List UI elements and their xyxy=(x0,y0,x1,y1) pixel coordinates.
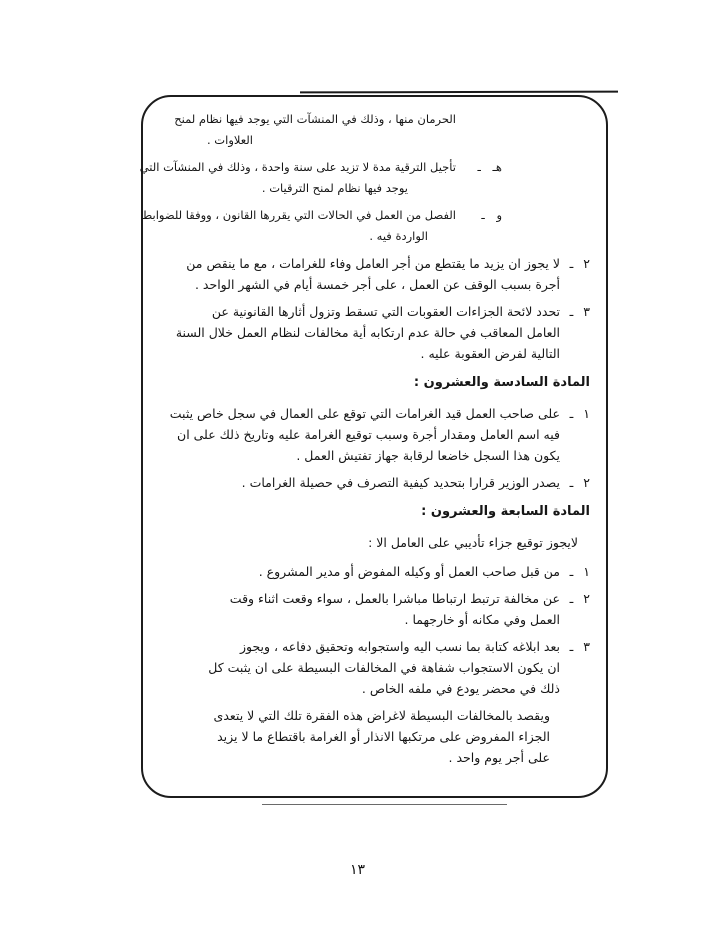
article-26-heading: المادة السادسة والعشرون : xyxy=(413,375,590,390)
list-item-waw xyxy=(141,205,590,247)
list-item-3 xyxy=(161,301,590,364)
item-line: ان يكون الاستجواب شفاهة في المخالفات البسيطة على ان يثبت كل xyxy=(208,660,560,675)
item-marker: ٢ ـ xyxy=(569,475,590,490)
item-line: التالية لفرض العقوبة عليه . xyxy=(420,346,560,361)
document-body xyxy=(139,97,606,796)
top-scan-artifact-line xyxy=(300,91,618,94)
item-line: الواردة فيه . xyxy=(369,229,428,243)
item-marker: ٢ ـ xyxy=(569,591,590,606)
item-marker: و ـ xyxy=(481,208,502,222)
article-27-item-2 xyxy=(161,588,590,630)
item-marker: ٣ ـ xyxy=(569,639,590,654)
item-line: يصدر الوزير قرارا بتحديد كيفية التصرف في حصيلة الغرامات . xyxy=(241,475,560,490)
article-26-item-1 xyxy=(161,403,590,466)
article-27-heading: المادة السابعة والعشرون : xyxy=(421,504,590,519)
item-line: بعد ابلاغه كتابة بما نسب اليه واستجوابه وتحقيق دفاعه ، ويجوز xyxy=(239,639,560,654)
item-marker: ٣ ـ xyxy=(569,304,590,319)
item-line: لا يجوز ان يزيد ما يقتطع من أجر العامل وفاء للغرامات ، مع ما ينقص من xyxy=(186,256,560,271)
article-27-item-3 xyxy=(161,636,590,699)
item-marker: ١ ـ xyxy=(569,564,590,579)
item-line: يكون هذا السجل خاضعا لرقابة جهاز تفتيش العمل . xyxy=(296,448,560,463)
item-line: تحدد لائحة الجزاءات العقوبات التي تسقط وتزول أثارها القانونية عن xyxy=(211,304,560,319)
item-marker: هـ ـ xyxy=(477,160,502,174)
continuation-paragraph xyxy=(161,109,590,151)
page-number: ١٣ xyxy=(349,862,366,878)
paragraph-line: ويقصد بالمخالفات البسيطة لاغراض هذه الفقرة تلك التي لا يتعدى xyxy=(213,708,550,723)
list-item-ha xyxy=(139,157,590,199)
item-marker: ٢ ـ xyxy=(569,256,590,271)
article-27-item-1 xyxy=(161,561,590,582)
item-line: يوجد فيها نظام لمنح الترقيات . xyxy=(261,181,408,195)
paragraph-line: الجزاء المفروض على مرتكبها الانذار أو الغرامة باقتطاع ما لا يزيد xyxy=(217,729,550,744)
item-line: من قبل صاحب العمل أو وكيله المفوض أو مدير المشروع . xyxy=(258,564,560,579)
item-line: فيه اسم العامل ومقدار أجرة وسبب توقيع الغرامة عليه وتاريخ ذلك على ان xyxy=(177,427,560,442)
item-line: ذلك في محضر يودع في ملفه الخاص . xyxy=(361,681,560,696)
item-line: الفصل من العمل في الحالات التي يقررها القانون ، ووفقا للضوابط xyxy=(141,208,456,222)
item-line: أجرة بسبب الوقف عن العمل ، على أجر خمسة أيام في الشهر الواحد . xyxy=(194,277,560,292)
item-line: عن مخالفة ترتبط ارتباطا مباشرا بالعمل ، سواء وقعت اثناء وقت xyxy=(229,591,560,606)
paragraph-line: العلاوات . xyxy=(207,133,253,147)
paragraph-line: الحرمان منها ، وذلك في المنشآت التي يوجد فيها نظام لمنح xyxy=(174,112,456,126)
item-line: العامل المعاقب في حالة عدم ارتكابه أية مخالفات لنظام العمل خلال السنة xyxy=(175,325,560,340)
item-line: تأجيل الترقية مدة لا تزيد على سنة واحدة ، وذلك في المنشآت التي xyxy=(139,160,456,174)
item-line: العمل وفي مكانه أو خارجهما . xyxy=(404,612,560,627)
list-item-2 xyxy=(161,253,590,295)
article-26-item-2 xyxy=(161,472,590,493)
bottom-scan-artifact-line xyxy=(262,804,507,805)
item-line: على صاحب العمل قيد الغرامات التي توقع على العمال في سجل خاص يثبت xyxy=(169,406,560,421)
article-27-intro: لايجوز توقيع جزاء تأديبي على العامل الا : xyxy=(368,535,578,550)
item-marker: ١ ـ xyxy=(569,406,590,421)
document-frame xyxy=(141,95,608,798)
closing-paragraph xyxy=(161,705,590,768)
paragraph-line: على أجر يوم واحد . xyxy=(448,750,550,765)
